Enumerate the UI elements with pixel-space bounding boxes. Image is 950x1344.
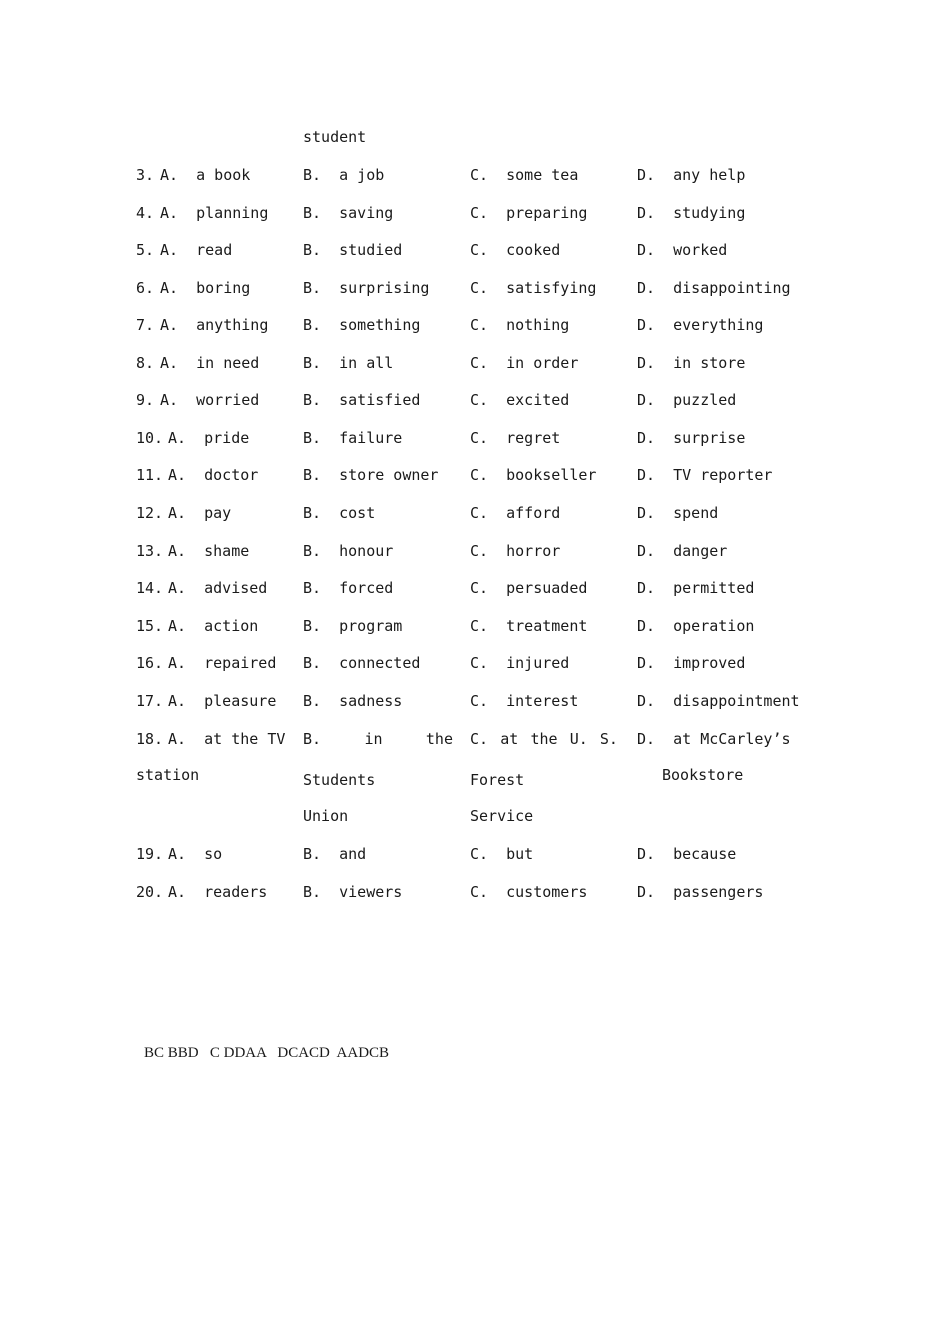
question-number: 6. bbox=[136, 278, 155, 297]
option-b: B. cost bbox=[303, 503, 376, 522]
question-row bbox=[0, 579, 950, 597]
question-row bbox=[0, 504, 950, 522]
option-c: C. treatment bbox=[470, 616, 588, 635]
option-b: B. surprising bbox=[303, 278, 430, 297]
q18-c-word: at bbox=[500, 730, 519, 748]
option-a: A. worried bbox=[160, 391, 260, 410]
question-row bbox=[0, 692, 950, 710]
option-c: C. some tea bbox=[470, 166, 579, 184]
option-a: A. in need bbox=[160, 353, 260, 372]
q18-b-word: in bbox=[364, 730, 383, 748]
option-d: D. studying bbox=[637, 203, 746, 222]
option-d: D. disappointing bbox=[637, 278, 791, 297]
option-a: A. doctor bbox=[168, 466, 259, 485]
q18-c-word: U. bbox=[569, 730, 588, 748]
option-b: B. studied bbox=[303, 241, 403, 260]
q18-option-c-line2: Forest bbox=[470, 771, 525, 789]
option-d: D. permitted bbox=[637, 579, 755, 598]
option-d: D. worked bbox=[637, 241, 728, 260]
q18-option-a-line2: station bbox=[136, 766, 200, 784]
option-c: C. but bbox=[470, 845, 534, 863]
option-c: C. preparing bbox=[470, 203, 588, 222]
question-number: 8. bbox=[136, 353, 155, 372]
option-d: D. improved bbox=[637, 654, 746, 673]
option-c: C. bookseller bbox=[470, 466, 597, 485]
option-a: A. planning bbox=[160, 203, 269, 222]
question-number: 19. bbox=[136, 845, 164, 863]
q18-b-word: the bbox=[425, 730, 453, 748]
option-b: B. something bbox=[303, 316, 421, 335]
option-d: D. TV reporter bbox=[637, 466, 773, 485]
q18-option-d-line1: D. at McCarley’s bbox=[637, 730, 791, 748]
question-number: 15. bbox=[136, 616, 164, 635]
question-number: 12. bbox=[136, 503, 164, 522]
q18-number: 18. bbox=[136, 730, 164, 748]
option-c: C. excited bbox=[470, 391, 570, 410]
question-number: 16. bbox=[136, 654, 164, 673]
option-c: C. persuaded bbox=[470, 579, 588, 598]
question-number: 11. bbox=[136, 466, 164, 485]
option-d: D. because bbox=[637, 845, 737, 863]
q18-c-word: C. bbox=[470, 730, 489, 748]
option-b: B. and bbox=[303, 845, 367, 863]
option-a: A. so bbox=[168, 845, 223, 863]
question-row bbox=[0, 316, 950, 334]
question-row bbox=[0, 845, 950, 863]
option-a: A. pay bbox=[168, 503, 232, 522]
question-row bbox=[0, 166, 950, 184]
option-d: D. surprise bbox=[637, 428, 746, 447]
q18-c-word: the bbox=[530, 730, 558, 748]
option-c: C. afford bbox=[470, 503, 561, 522]
option-a: A. pride bbox=[168, 428, 250, 447]
option-c: C. satisfying bbox=[470, 278, 597, 297]
option-c: C. horror bbox=[470, 541, 561, 560]
option-c: C. nothing bbox=[470, 316, 570, 335]
option-b: B. honour bbox=[303, 541, 394, 560]
option-b: B. store owner bbox=[303, 466, 439, 485]
question-number: 17. bbox=[136, 691, 164, 710]
question-row bbox=[0, 542, 950, 560]
option-a: A. read bbox=[160, 241, 233, 260]
option-b: B. saving bbox=[303, 203, 394, 222]
option-c: C. regret bbox=[470, 428, 561, 447]
option-b: B. failure bbox=[303, 428, 403, 447]
question-row bbox=[0, 354, 950, 372]
question-row bbox=[0, 466, 950, 484]
q18-option-b-line3: Union bbox=[303, 807, 349, 825]
option-b: B. satisfied bbox=[303, 391, 421, 410]
option-a: A. advised bbox=[168, 579, 268, 598]
option-c: C. injured bbox=[470, 654, 570, 673]
question-number: 9. bbox=[136, 391, 155, 410]
continuation-text: student bbox=[303, 128, 367, 146]
option-b: B. a job bbox=[303, 166, 385, 184]
question-number: 3. bbox=[136, 166, 155, 184]
q18-option-b-line1 bbox=[303, 730, 453, 748]
q18-b-word: B. bbox=[303, 730, 322, 748]
option-b: B. in all bbox=[303, 353, 394, 372]
option-d: D. spend bbox=[637, 503, 719, 522]
question-number: 10. bbox=[136, 428, 164, 447]
option-d: D. danger bbox=[637, 541, 728, 560]
option-c: C. in order bbox=[470, 353, 579, 372]
question-number: 7. bbox=[136, 316, 155, 335]
option-b: B. sadness bbox=[303, 691, 403, 710]
option-a: A. action bbox=[168, 616, 259, 635]
question-row bbox=[0, 241, 950, 259]
answer-key: BC BBD C DDAA DCACD AADCB bbox=[144, 1045, 390, 1061]
option-d: D. disappointment bbox=[637, 691, 800, 710]
option-d: D. everything bbox=[637, 316, 764, 335]
question-row bbox=[0, 654, 950, 672]
question-number: 4. bbox=[136, 203, 155, 222]
option-d: D. puzzled bbox=[637, 391, 737, 410]
question-row bbox=[0, 617, 950, 635]
option-a: A. boring bbox=[160, 278, 251, 297]
q18-option-c-line1 bbox=[470, 730, 618, 748]
question-number: 5. bbox=[136, 241, 155, 260]
q18-option-d-line2: Bookstore bbox=[662, 766, 744, 784]
question-row bbox=[0, 279, 950, 297]
q18-c-word: S. bbox=[599, 730, 618, 748]
option-b: B. viewers bbox=[303, 882, 403, 901]
option-d: D. in store bbox=[637, 353, 746, 372]
question-number: 14. bbox=[136, 579, 164, 598]
option-a: A. readers bbox=[168, 882, 268, 901]
option-d: D. any help bbox=[637, 166, 746, 184]
option-d: D. passengers bbox=[637, 882, 764, 901]
question-row bbox=[0, 204, 950, 222]
question-row bbox=[0, 429, 950, 447]
option-b: B. program bbox=[303, 616, 403, 635]
option-b: B. forced bbox=[303, 579, 394, 598]
q18-option-c-line3: Service bbox=[470, 807, 534, 825]
option-a: A. anything bbox=[160, 316, 269, 335]
option-a: A. pleasure bbox=[168, 691, 277, 710]
option-a: A. repaired bbox=[168, 654, 277, 673]
q18-option-a-line1: A. at the TV bbox=[168, 730, 286, 748]
question-row bbox=[0, 391, 950, 409]
question-number: 20. bbox=[136, 882, 164, 901]
option-c: C. customers bbox=[470, 882, 588, 901]
option-c: C. cooked bbox=[470, 241, 561, 260]
question-number: 13. bbox=[136, 541, 164, 560]
option-a: A. shame bbox=[168, 541, 250, 560]
q18-option-b-line2: Students bbox=[303, 771, 376, 789]
option-c: C. interest bbox=[470, 691, 579, 710]
option-b: B. connected bbox=[303, 654, 421, 673]
option-d: D. operation bbox=[637, 616, 755, 635]
option-a: A. a book bbox=[160, 166, 251, 184]
question-row bbox=[0, 883, 950, 901]
